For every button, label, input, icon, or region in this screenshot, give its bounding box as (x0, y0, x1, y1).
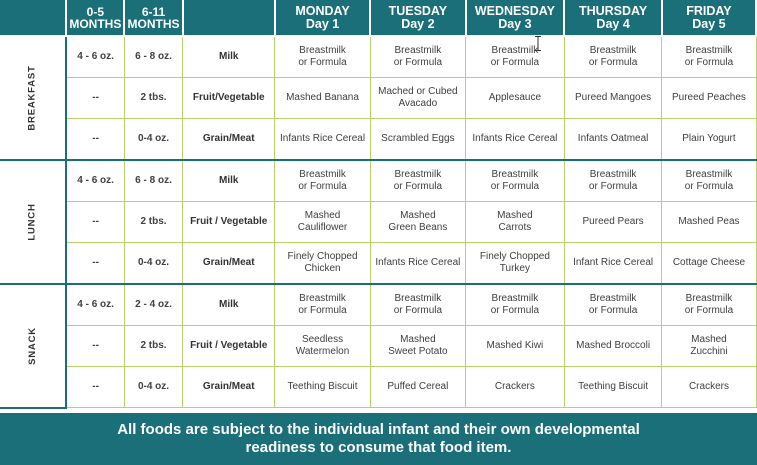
table-row (0, 243, 756, 285)
menu-item-cell: Breastmilk or Formula (564, 160, 662, 202)
day-name: MONDAY (295, 3, 350, 18)
food-group-cell: Grain/Meat (183, 243, 275, 285)
table-row (0, 284, 756, 326)
menu-item-cell: Pureed Pears (564, 202, 662, 243)
menu-item-cell: Breastmilk or Formula (564, 36, 662, 78)
age-6-11-cell: 2 tbs. (124, 78, 182, 119)
food-group-cell: Grain/Meat (183, 367, 275, 408)
menu-item-cell: Breastmilk or Formula (662, 160, 756, 202)
age-0-5-cell: 4 - 6 oz. (66, 284, 124, 326)
age-6-11-cell: 6 - 8 oz. (124, 36, 182, 78)
table-body (0, 36, 756, 408)
menu-item-cell: Puffed Cereal (370, 367, 465, 408)
day-label: Day 2 (401, 16, 435, 31)
day-name: THURSDAY (578, 3, 648, 18)
header-food-blank (183, 0, 275, 36)
header-blank (0, 0, 66, 36)
menu-item-cell: Mashed Peas (662, 202, 756, 243)
menu-item-cell: Pureed Mangoes (564, 78, 662, 119)
food-group-cell: Milk (183, 160, 275, 202)
menu-item-cell: Infants Rice Cereal (275, 119, 370, 161)
menu-item-cell: Infants Rice Cereal (370, 243, 465, 285)
menu-item-cell: Crackers (662, 367, 756, 408)
age-0-5-cell: -- (66, 119, 124, 161)
food-group-cell: Milk (183, 284, 275, 326)
menu-item-cell: Breastmilk or Formula (466, 160, 565, 202)
day-label: Day 4 (596, 16, 630, 31)
menu-item-cell: Seedless Watermelon (275, 326, 370, 367)
menu-item-cell: Breastmilk or Formula (564, 284, 662, 326)
footer-note: All foods are subject to the individual infant and their own developmental readiness to consume that food item. (117, 421, 640, 456)
day-name: WEDNESDAY (474, 3, 555, 18)
menu-item-cell: Scrambled Eggs (370, 119, 465, 161)
menu-item-cell: Mashed Sweet Potato (370, 326, 465, 367)
menu-item-cell: Breastmilk or Formula (466, 284, 565, 326)
header-day (370, 0, 465, 36)
day-label: Day 5 (692, 16, 726, 31)
menu-item-cell: Teething Biscuit (275, 367, 370, 408)
menu-item-cell: Applesauce (466, 78, 565, 119)
age-6-11-cell: 6 - 8 oz. (124, 160, 182, 202)
age-0-5-cell: -- (66, 326, 124, 367)
food-group-cell: Fruit / Vegetable (183, 202, 275, 243)
table-row (0, 160, 756, 202)
menu-item-cell: Mashed Cauliflower (275, 202, 370, 243)
meal-label-cell (0, 160, 66, 284)
table-row (0, 326, 756, 367)
age-0-5-cell: -- (66, 78, 124, 119)
menu-item-cell: Infants Rice Cereal (466, 119, 565, 161)
menu-item-cell: Breastmilk or Formula (370, 36, 465, 78)
footer-banner (0, 413, 757, 465)
menu-item-cell: Crackers (466, 367, 565, 408)
menu-item-cell: Breastmilk or Formula (370, 160, 465, 202)
menu-item-cell: Breastmilk or Formula (662, 284, 756, 326)
menu-item-cell: Teething Biscuit (564, 367, 662, 408)
menu-item-cell: Breastmilk or Formula (275, 284, 370, 326)
day-name: TUESDAY (388, 3, 448, 18)
menu-item-cell: Mashed Broccoli (564, 326, 662, 367)
age-0-5-cell: -- (66, 202, 124, 243)
age-0-5-cell: -- (66, 243, 124, 285)
menu-item-cell: Finely Chopped Turkey (466, 243, 565, 285)
table-row (0, 202, 756, 243)
menu-item-cell: Pureed Peaches (662, 78, 756, 119)
text-cursor-icon (535, 36, 541, 51)
meal-label: LUNCH (26, 203, 38, 241)
menu-item-cell: Mashed Carrots (466, 202, 565, 243)
menu-item-cell: Infants Oatmeal (564, 119, 662, 161)
menu-item-cell: Breastmilk or Formula (370, 284, 465, 326)
menu-item-cell: Breastmilk or Formula (275, 36, 370, 78)
age-0-5-cell: 4 - 6 oz. (66, 160, 124, 202)
day-name: FRIDAY (686, 3, 732, 18)
food-group-cell: Fruit / Vegetable (183, 326, 275, 367)
menu-item-cell: Infant Rice Cereal (564, 243, 662, 285)
age-6-11-cell: 2 tbs. (124, 202, 182, 243)
header-day (564, 0, 662, 36)
day-label: Day 1 (305, 16, 340, 31)
header-day (275, 0, 370, 36)
meal-label-cell (0, 284, 66, 408)
table-row (0, 36, 756, 78)
age-6-11-cell: 0-4 oz. (124, 119, 182, 161)
age-0-5-cell: -- (66, 367, 124, 408)
menu-item-cell: Breastmilk or Formula (275, 160, 370, 202)
menu-item-cell: Cottage Cheese (662, 243, 756, 285)
menu-item-cell: Plain Yogurt (662, 119, 756, 161)
food-group-cell: Fruit/Vegetable (183, 78, 275, 119)
header-age-6-11: 6-11 MONTHS (124, 0, 182, 36)
menu-item-cell: Breastmilk or Formula (662, 36, 756, 78)
table-row (0, 367, 756, 408)
menu-item-cell: Mached or Cubed Avacado (370, 78, 465, 119)
menu-item-cell: Mashed Zucchini (662, 326, 756, 367)
food-group-cell: Milk (183, 36, 275, 78)
table-header (0, 0, 756, 36)
age-0-5-cell: 4 - 6 oz. (66, 36, 124, 78)
meal-label: BREAKFAST (26, 65, 38, 131)
menu-item-cell: Mashed Banana (275, 78, 370, 119)
table-row (0, 78, 756, 119)
menu-item-cell: Finely Chopped Chicken (275, 243, 370, 285)
header-age-0-5: 0-5 MONTHS (66, 0, 124, 36)
table-row (0, 119, 756, 161)
menu-item-cell: Mashed Green Beans (370, 202, 465, 243)
header-day (466, 0, 565, 36)
menu-item-cell: Breastmilk or Formula (466, 36, 565, 78)
meal-label: SNACK (26, 326, 38, 365)
menu-item-cell: Mashed Kiwi (466, 326, 565, 367)
header-day (662, 0, 756, 36)
age-6-11-cell: 0-4 oz. (124, 367, 182, 408)
age-6-11-cell: 0-4 oz. (124, 243, 182, 285)
meal-label-cell (0, 36, 66, 160)
day-label: Day 3 (498, 16, 532, 31)
age-6-11-cell: 2 - 4 oz. (124, 284, 182, 326)
age-6-11-cell: 2 tbs. (124, 326, 182, 367)
food-group-cell: Grain/Meat (183, 119, 275, 161)
